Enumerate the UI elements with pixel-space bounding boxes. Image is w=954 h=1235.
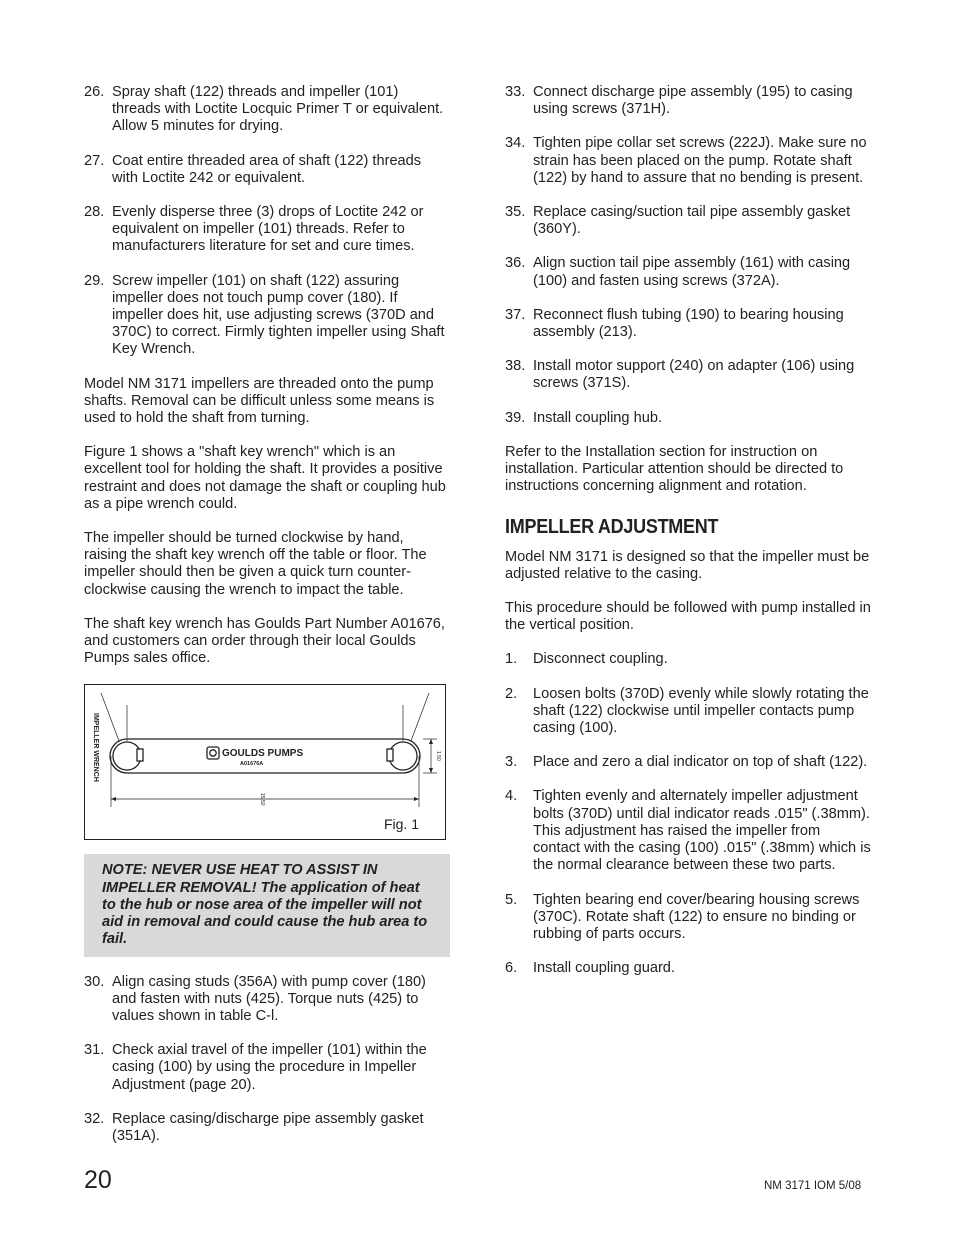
list-item [84,84,450,136]
list-item [505,84,871,118]
step-text: Screw impeller (101) on shaft (122) assuring impeller does not touch pump cover (180). If impeller does hit, use adjusting screws (370D and 370C) to correct. Firmly tighten impeller using Shaft Key Wrench. [112,272,445,358]
paragraph: The impeller should be turned clockwise by hand, raising the shaft key wrench off the table or floor. The impeller should then be given a quick turn counter-clockwise causing the wrench to impact the table. [84,530,427,598]
figure-caption: Fig. 1 [383,816,419,833]
step-text: Replace casing/suction tail pipe assembly gasket (360Y). [533,204,851,238]
step-text: Disconnect coupling. [533,651,668,668]
list-item [84,273,450,359]
paragraph: Figure 1 shows a "shaft key wrench" which is an excellent tool for holding the shaft. It provides a positive restraint and does not damage the shaft or coupling hub as a pipe wrench could. [84,444,446,512]
document-code: NM 3171 IOM 5/08 [764,1180,862,1192]
step-number: 5. [505,891,518,908]
step-text: Tighten bearing end cover/bearing housing screws (370C). Rotate shaft (122) to ensure no binding or rubbing of parts occurs. [533,891,860,942]
step-number: 37. [505,306,526,323]
paragraph: The shaft key wrench has Goulds Part Number A01676, and customers can order through their local Goulds Pumps sales office. [84,615,445,667]
step-text: Align casing studs (356A) with pump cover (180) and fasten with nuts (425). Torque nuts (425) to values shown in table C-l. [112,973,426,1024]
step-number: 30. [84,973,105,990]
paragraph: Model NM 3171 impellers are threaded onto the pump shafts. Removal can be difficult unless some means is used to hold the shaft from turning. [84,375,435,427]
step-text: Reconnect flush tubing (190) to bearing housing assembly (213). [533,306,844,341]
step-text: Install coupling hub. [533,409,662,426]
step-number: 34. [505,135,526,152]
step-number: 38. [505,358,526,375]
brand-text: GOULDS PUMPS [222,748,304,760]
list-item [505,204,871,238]
step-number: 3. [505,754,518,771]
step-number: 6. [505,960,518,977]
step-text: Spray shaft (122) threads and impeller (101) threads with Loctite Locquic Primer T or equivalent. Allow 5 minutes for drying. [112,84,444,135]
step-number: 31. [84,1042,105,1059]
section-heading: IMPELLER ADJUSTMENT [505,516,719,539]
list-item [505,960,871,977]
step-text: Place and zero a dial indicator on top of shaft (122). [533,754,868,771]
step-number: 29. [84,272,105,289]
left-steps-list [84,84,450,359]
paragraph: This procedure should be followed with pump installed in the vertical position. [505,600,871,634]
step-text: Install motor support (240) on adapter (106) using screws (371S). [533,358,855,392]
step-number: 1. [505,651,518,668]
step-text: Evenly disperse three (3) drops of Loctite 242 or equivalent on impeller (101) threads. Refer to manufacturers literature for set and cure times. [112,204,424,255]
step-text: Install coupling guard. [533,960,675,977]
step-number: 4. [505,788,518,805]
list-item [505,255,871,289]
list-item [84,1042,450,1094]
left-paragraphs [84,376,450,668]
part-number-text: A01676A [240,761,264,768]
right-column [505,84,871,994]
list-item [505,651,871,668]
step-text: Loosen bolts (370D) evenly while slowly rotating the shaft (122) clockwise until impeller contacts pump casing (100). [533,685,869,737]
list-item [505,358,871,392]
installation-reference-paragraph: Refer to the Installation section for instruction on installation. Particular attention should be directed to instructions concerning alignment and rotation. [505,443,844,495]
goulds-pumps-logo [207,747,219,759]
adjustment-steps-list [505,651,871,977]
section-paragraphs [505,549,871,635]
figure-1 [84,684,446,840]
step-number: 2. [505,685,518,702]
list-item [84,974,450,1026]
step-number: 35. [505,204,526,221]
step-text: Coat entire threaded area of shaft (122) threads with Loctite 242 or equivalent. [112,152,422,186]
step-text: Tighten evenly and alternately impeller adjustment bolts (370D) until dial indicator reads .015" (.38mm). This adjustment has raised the impeller from contact with the casing (100) .015" (.38mm) which is the normal clearance between these two parts. [533,788,871,874]
step-number: 28. [84,204,105,221]
list-item [84,153,450,187]
list-item [505,754,871,771]
step-text: Connect discharge pipe assembly (195) to casing using screws (371H). [533,84,853,118]
step-number: 33. [505,84,526,100]
list-item [84,204,450,256]
step-text: Tighten pipe collar set screws (222J). Make sure no strain has been placed on the pump. Rotate shaft (122) by hand to assure that no bending is present. [533,135,867,186]
left-column [84,84,450,1162]
step-number: 32. [84,1110,105,1127]
list-item [505,410,871,427]
warning-note: NOTE: NEVER USE HEAT TO ASSIST IN IMPELLER REMOVAL! The application of heat to the hub or nose area of the impeller will not aid in removal and could cause the hub area to fail. [84,854,450,956]
list-item [505,686,871,738]
list-item [505,892,871,944]
list-item [505,307,871,341]
step-text: Check axial travel of the impeller (101) within the casing (100) by using the procedure in Impeller Adjustment (page 20). [112,1042,427,1093]
figure-side-label: IMPELLER WRENCH [92,713,99,783]
step-text: Align suction tail pipe assembly (161) with casing (100) and fasten using screws (372A). [533,255,851,289]
step-number: 26. [84,84,105,100]
width-dimension: 1.50 [435,751,441,762]
right-steps-list [505,84,871,427]
step-text: Replace casing/discharge pipe assembly gasket (351A). [112,1110,424,1144]
length-dimension: 15.50 [259,793,265,806]
step-number: 27. [84,152,105,169]
list-item [505,135,871,187]
paragraph: Model NM 3171 is designed so that the impeller must be adjusted relative to the casing. [505,548,870,582]
list-item [505,788,871,874]
page-number: 20 [84,1166,112,1194]
left-steps-list-2 [84,974,450,1146]
step-number: 39. [505,409,526,426]
step-number: 36. [505,255,526,272]
list-item [84,1111,450,1145]
